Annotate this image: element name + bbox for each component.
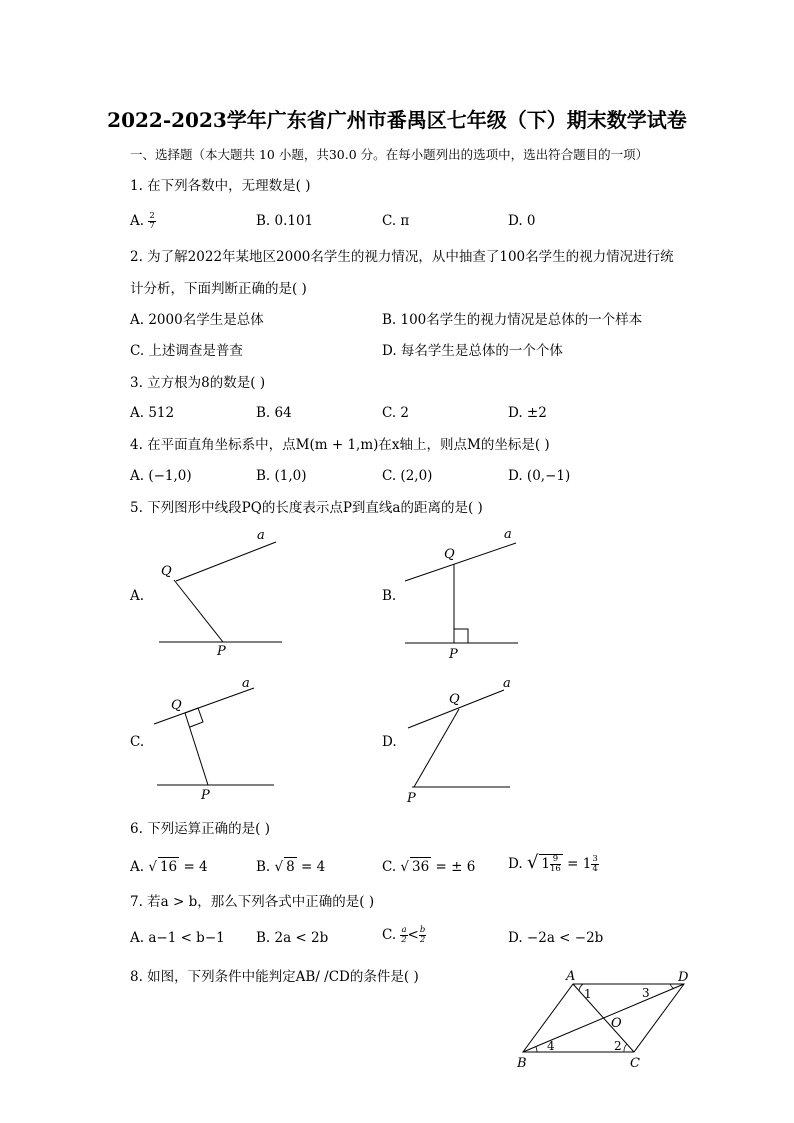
q7-option-a[interactable]: A. a−1 < b−1 xyxy=(130,930,225,946)
q7-c-fraction-right: $\frac{b}{2}$ xyxy=(419,925,426,945)
section-heading: 一、选择题（本大题共 10 小题，共30.0 分。在每小题列出的选项中，选出符合题目的一项） xyxy=(130,147,649,162)
q5-stem: 5. 下列图形中线段PQ的长度表示点P到直线a的距离的是( ) xyxy=(130,500,483,516)
q2-option-a[interactable]: A. 2000名学生是总体 xyxy=(130,312,264,328)
fig-b-label-p: P xyxy=(449,647,458,662)
q1-stem: 1. 在下列各数中，无理数是( ) xyxy=(130,178,311,194)
q3-option-d[interactable]: D. ±2 xyxy=(508,405,547,421)
fig-b-label-a: a xyxy=(504,527,512,542)
q7-stem: 7. 若a > b，那么下列各式中正确的是( ) xyxy=(130,894,375,910)
q5-option-c[interactable]: C. xyxy=(130,734,145,750)
q8-label-D: D xyxy=(678,970,689,985)
q5-option-a[interactable]: A. xyxy=(130,588,145,604)
fig-b-label-q: Q xyxy=(444,547,455,562)
page-title: 2022-2023学年广东省广州市番禺区七年级（下）期末数学试卷 xyxy=(107,108,687,132)
q5-figure-b xyxy=(400,528,530,663)
q6-d-equals: = 1 xyxy=(567,856,592,872)
q6-b-label: B. xyxy=(256,859,271,875)
q6-a-radicand: 16 xyxy=(159,859,178,875)
fig-c-label-q: Q xyxy=(171,698,182,713)
q7-c-label: C. xyxy=(382,927,397,943)
q5-figure-a xyxy=(150,528,290,663)
q8-angle-3: 3 xyxy=(642,986,650,1000)
q3-stem: 3. 立方根为8的数是( ) xyxy=(130,375,266,391)
q5-figure-d xyxy=(400,675,530,810)
fig-c-label-p: P xyxy=(201,788,210,803)
q6-d-radicand: 1 $\frac{9}{16}$ xyxy=(541,854,561,874)
q8-label-B: B xyxy=(517,1056,527,1071)
q1-option-b[interactable]: B. 0.101 xyxy=(256,213,314,229)
q2-stem-line2: 计分析，下面判断正确的是( ) xyxy=(130,281,307,297)
fig-a-label-q: Q xyxy=(161,564,172,579)
q5-option-b[interactable]: B. xyxy=(382,588,397,604)
q2-option-b[interactable]: B. 100名学生的视力情况是总体的一个样本 xyxy=(382,312,643,328)
q6-option-d[interactable]: D. √ 1 $\frac{9}{16}$ = 1 $\frac{3}{4}$ xyxy=(508,852,598,874)
q8-label-A: A xyxy=(566,969,576,984)
q1-fraction: $\frac{2}{7}$ xyxy=(149,211,155,231)
q6-option-a[interactable]: A. √ 16 = 4 xyxy=(130,859,208,875)
q5-figure-c xyxy=(150,675,290,805)
q6-c-radicand: 36 xyxy=(412,859,430,875)
q6-a-label: A. xyxy=(130,859,145,875)
q8-angle-1: 1 xyxy=(584,987,592,1001)
q1-option-a[interactable] xyxy=(130,212,156,231)
q3-option-a[interactable]: A. 512 xyxy=(130,405,175,421)
q8-angle-4: 4 xyxy=(547,1039,555,1053)
q8-stem: 8. 如图，下列条件中能判定AB/ /CD的条件是( ) xyxy=(130,969,419,985)
q8-angle-2: 2 xyxy=(614,1039,622,1053)
q4-option-b[interactable]: B. (1,0) xyxy=(256,468,307,484)
q4-option-a[interactable]: A. (−1,0) xyxy=(130,468,192,484)
fig-c-label-a: a xyxy=(242,676,250,691)
q6-option-b[interactable]: B. √ 8 = 4 xyxy=(256,859,326,875)
q6-d-label: D. xyxy=(508,856,523,872)
q6-d-result-fraction: $\frac{3}{4}$ xyxy=(592,854,598,874)
fig-d-label-a: a xyxy=(503,676,511,691)
fig-a-label-a: a xyxy=(257,528,265,543)
q6-option-c[interactable]: C. √ 36 = ± 6 xyxy=(382,859,476,875)
q8-label-C: C xyxy=(630,1056,640,1071)
q4-stem: 4. 在平面直角坐标系中，点M(m + 1,m)在x轴上，则点M的坐标是( ) xyxy=(130,437,550,453)
q2-stem-line1: 2. 为了解2022年某地区2000名学生的视力情况，从中抽查了100名学生的视力情况进行统 xyxy=(130,249,674,265)
q7-c-operator: < xyxy=(407,927,419,943)
q6-a-result: = 4 xyxy=(183,859,208,875)
q6-b-result: = 4 xyxy=(301,859,326,875)
q2-option-d[interactable]: D. 每名学生是总体的一个个体 xyxy=(382,343,563,359)
q3-option-c[interactable]: C. 2 xyxy=(382,405,410,421)
q6-b-radicand: 8 xyxy=(286,859,295,875)
q7-option-b[interactable]: B. 2a < 2b xyxy=(256,930,329,946)
fig-a-label-p: P xyxy=(217,644,226,659)
q7-option-d[interactable]: D. −2a < −2b xyxy=(508,930,604,946)
fig-d-label-p: P xyxy=(407,791,416,806)
q2-option-c[interactable]: C. 上述调查是普查 xyxy=(130,343,243,359)
q3-option-b[interactable]: B. 64 xyxy=(256,405,292,421)
fig-d-label-q: Q xyxy=(449,692,460,707)
q8-label-O: O xyxy=(611,1016,622,1031)
q5-option-d[interactable]: D. xyxy=(382,734,397,750)
q8-parallelogram-figure xyxy=(510,965,700,1075)
q6-c-result: = ± 6 xyxy=(435,859,476,875)
q7-option-c[interactable] xyxy=(382,926,426,945)
q1-option-d[interactable]: D. 0 xyxy=(508,213,536,229)
q4-option-c[interactable]: C. (2,0) xyxy=(382,468,433,484)
q6-c-label: C. xyxy=(382,859,397,875)
q6-stem: 6. 下列运算正确的是( ) xyxy=(130,821,270,837)
q1-option-a-label: A. xyxy=(130,213,145,229)
q1-option-c[interactable]: C. π xyxy=(382,213,410,229)
q4-option-d[interactable]: D. (0,−1) xyxy=(508,468,571,484)
q7-c-fraction-left: $\frac{a}{2}$ xyxy=(401,925,407,945)
